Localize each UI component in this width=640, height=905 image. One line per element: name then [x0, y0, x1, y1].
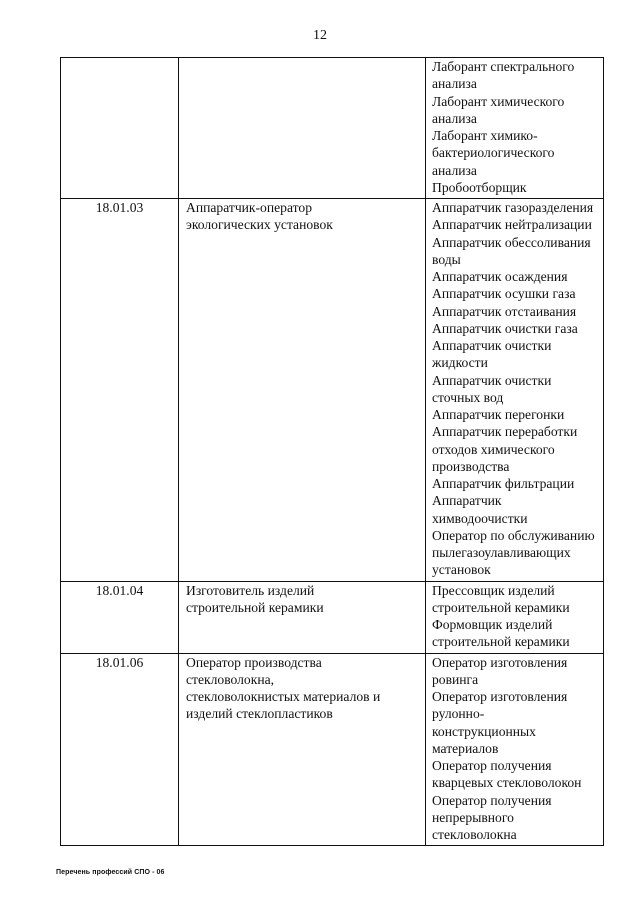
qualification-line: отходов химического: [432, 441, 555, 457]
qualification-line: Формовщик изделий: [432, 617, 553, 632]
qualification-line: ровинга: [432, 671, 479, 687]
profession-name: [179, 58, 426, 199]
profession-code: [61, 58, 179, 199]
qualification-line: Аппаратчик осаждения: [432, 269, 568, 284]
table-row: [61, 653, 604, 846]
qualification-line: Лаборант химического: [432, 93, 565, 109]
qualification-line: Оператор по обслуживанию: [432, 527, 595, 543]
qualification-line: Аппаратчик переработки: [432, 424, 578, 440]
qualification-list: [426, 199, 604, 582]
qualification-line: Аппаратчик: [432, 493, 502, 509]
qualification-line: анализа: [432, 76, 477, 92]
qualification-list: [426, 581, 604, 653]
qualification-line: рулонно-: [432, 706, 485, 722]
qualification-line: жидкости: [432, 355, 488, 371]
profession-name: [179, 581, 426, 653]
qualification-line: Прессовщик изделий: [432, 582, 555, 598]
footer-caption: Перечень профессий СПО - 06: [56, 869, 165, 876]
page-number: 12: [313, 28, 327, 43]
profession-name: [179, 199, 426, 582]
profession-name-line: экологических установок: [186, 217, 333, 233]
qualification-line: Пробоотборщик: [432, 179, 527, 195]
profession-name-line: стекловолокнистых материалов и: [186, 689, 381, 704]
qualification-line: Лаборант спектрального: [432, 59, 575, 74]
professions-table-body: [61, 58, 604, 846]
professions-table: [60, 57, 604, 846]
table-row: [61, 199, 604, 582]
table-row: [61, 58, 604, 199]
qualification-line: Аппаратчик перегонки: [432, 407, 565, 422]
qualification-line: Аппаратчик очистки: [432, 338, 552, 353]
qualification-line: Оператор изготовления: [432, 689, 568, 704]
profession-name-line: Аппаратчик-оператор: [186, 200, 313, 215]
profession-code: 18.01.03: [61, 199, 179, 582]
qualification-list: [426, 58, 604, 199]
profession-code: 18.01.06: [61, 653, 179, 846]
qualification-line: бактериологического: [432, 145, 555, 161]
qualification-line: Аппаратчик осушки газа: [432, 286, 576, 302]
qualification-line: производства: [432, 458, 510, 474]
profession-name-line: Изготовитель изделий: [186, 582, 315, 598]
qualification-line: Аппаратчик очистки: [432, 372, 552, 388]
qualification-line: строительной керамики: [432, 634, 570, 650]
qualification-line: Аппаратчик фильтрации: [432, 476, 575, 491]
qualification-line: Аппаратчик очистки газа: [432, 320, 578, 336]
profession-name-line: строительной керамики: [186, 599, 324, 615]
qualification-line: сточных вод: [432, 389, 504, 405]
qualification-line: конструкционных: [432, 723, 536, 739]
qualification-line: анализа: [432, 110, 477, 126]
qualification-line: установок: [432, 562, 491, 578]
qualification-line: Оператор изготовления: [432, 654, 568, 670]
profession-name: [179, 653, 426, 846]
profession-name-line: стекловолокна,: [186, 671, 275, 687]
qualification-line: Оператор получения: [432, 758, 552, 773]
qualification-line: кварцевых стекловолокон: [432, 775, 582, 791]
qualification-line: Аппаратчик газоразделения: [432, 200, 594, 215]
qualification-line: воды: [432, 251, 461, 267]
qualification-line: химводоочистки: [432, 510, 528, 526]
profession-name-line: изделий стеклопластиков: [186, 706, 333, 722]
qualification-line: пылегазоулавливающих: [432, 545, 571, 560]
qualification-list: [426, 653, 604, 846]
table-row: [61, 581, 604, 653]
qualification-line: материалов: [432, 740, 499, 756]
qualification-line: Аппаратчик отстаивания: [432, 303, 577, 319]
profession-code: 18.01.04: [61, 581, 179, 653]
qualification-line: Аппаратчик обессоливания: [432, 234, 591, 250]
qualification-line: стекловолокна: [432, 827, 517, 842]
qualification-line: непрерывного: [432, 809, 514, 825]
qualification-line: Аппаратчик нейтрализации: [432, 217, 592, 233]
qualification-line: анализа: [432, 162, 477, 178]
qualification-line: Лаборант химико-: [432, 128, 538, 143]
profession-name-line: Оператор производства: [186, 654, 322, 670]
qualification-line: строительной керамики: [432, 599, 570, 615]
qualification-line: Оператор получения: [432, 792, 552, 808]
